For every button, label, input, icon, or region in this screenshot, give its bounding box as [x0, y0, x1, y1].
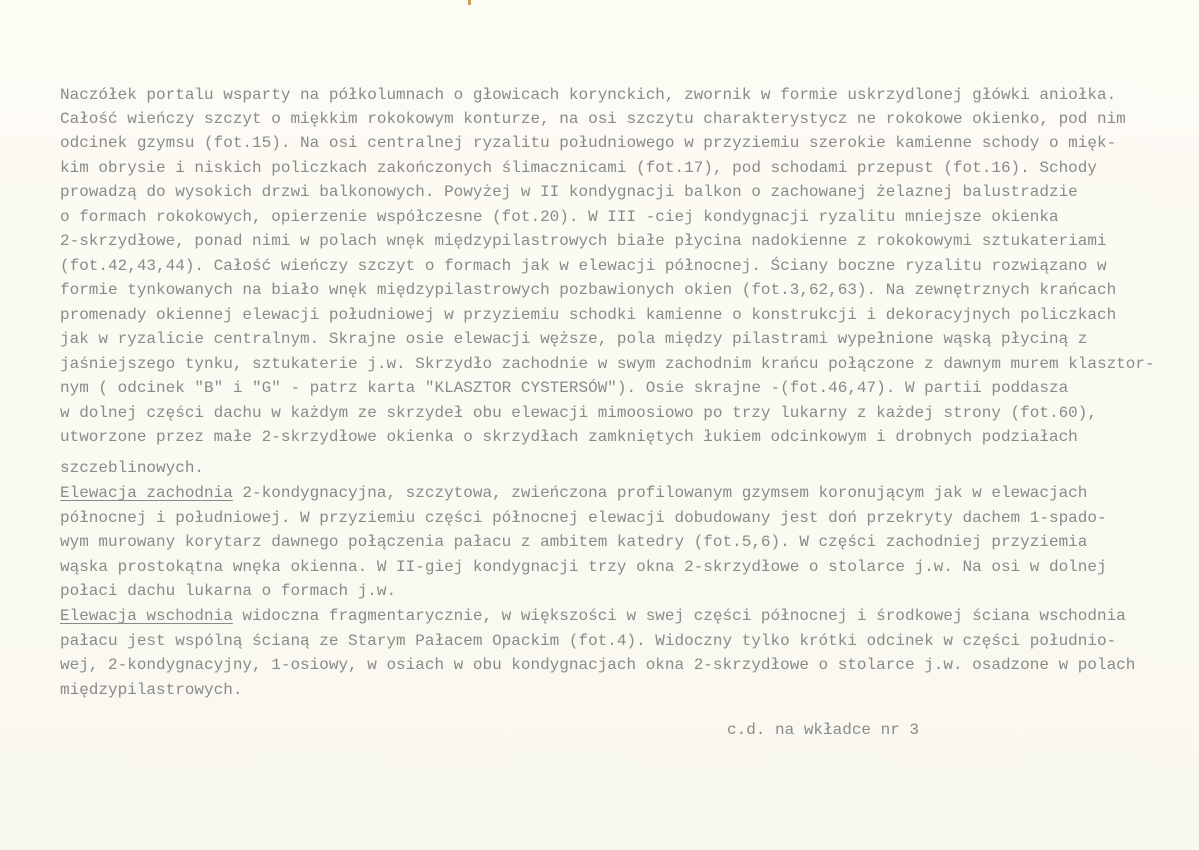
text-line: formie tynkowanych na biało wnęk międzypilastrowych pozbawionych okien (fot.3,62,63). Na zewnętrznych krańcach [60, 281, 1117, 299]
paper-mark [468, 0, 471, 5]
text-line: jaśniejszego tynku, sztukaterie j.w. Skrzydło zachodnie w swym zachodnim krańcu połączone z dawnym murem klasztor- [60, 355, 1155, 373]
text-line: wej, 2-kondygnacyjny, 1-osiowy, w osiach w obu kondygnacjach okna 2-skrzydłowe o stolarce j.w. osadzone w polach [60, 656, 1136, 674]
text-line: utworzone przez małe 2-skrzydłowe okienka o skrzydłach zamkniętych łukiem odcinkowym i drobnych podziałach [60, 428, 1078, 446]
text-line: (fot.42,43,44). Całość wieńczy szczyt o formach jak w elewacji północnej. Ściany boczne ryzalitu rozwiązano w [60, 257, 1107, 275]
west-elevation-text: 2-kondygnacyjna, szczytowa, zwieńczona profilowanym gzymsem koronującym jak w elewacjach [232, 484, 1088, 502]
text-line: w dolnej części dachu w każdym ze skrzydeł obu elewacji mimoosiowo po trzy lukarny z każdej strony (fot.60), [60, 404, 1097, 422]
text-line: północnej i południowej. W przyziemiu części północnej elewacji dobudowany jest doń przekryty dachem 1-spado- [60, 509, 1107, 527]
text-line: połaci dachu lukarna o formach j.w. [60, 582, 397, 600]
text-line: odcinek gzymsu (fot.15). Na osi centralnej ryzalitu południowego w przyziemiu szerokie kamienne schody o mięk- [60, 134, 1117, 152]
east-elevation-text: widoczna fragmentarycznie, w większości w swej części północnej i środkowej ściana wschodnia [232, 607, 1126, 625]
text-line: pałacu jest wspólną ścianą ze Starym Pałacem Opackim (fot.4). Widoczny tylko krótki odcinek w części południo- [60, 632, 1117, 650]
text-line: nym ( odcinek "B" i "G" - patrz karta "KLASZTOR CYSTERSÓW"). Osie skrajne -(fot.46,47). W partii poddasza [60, 379, 1069, 397]
text-line: kim obrysie i niskich policzkach zakończonych ślimacznicami (fot.17), pod schodami przepust (fot.16). Schody [60, 159, 1097, 177]
west-elevation-heading: Elewacja zachodnia [60, 484, 233, 502]
text-line: promenady okiennej elewacji południowej w przyziemiu schodki kamienne o konstrukcji i dekoracyjnych policzkach [60, 306, 1117, 324]
text-line: Naczółek portalu wsparty na półkolumnach o głowicach korynckich, zwornik w formie uskrzydlonej główki aniołka. [60, 86, 1117, 104]
east-elevation-heading: Elewacja wschodnia [60, 607, 233, 625]
continuation-note: c.d. na wkładce nr 3 [727, 721, 920, 739]
text-line: 2-skrzydłowe, ponad nimi w polach wnęk międzypilastrowych białe płycina nadokienne z rokokowymi sztukateriami [60, 232, 1107, 250]
west-elevation-first-line [60, 483, 1087, 503]
text-line: szczeblinowych. [60, 459, 205, 477]
text-line: prowadzą do wysokich drzwi balkonowych. Powyżej w II kondygnacji balkon o zachowanej żelaznej balustradzie [60, 183, 1078, 201]
text-line: wym murowany korytarz dawnego połączenia pałacu z ambitem katedry (fot.5,6). W części zachodniej przyziemia [60, 533, 1088, 551]
text-line: międzypilastrowych. [60, 681, 243, 699]
east-elevation-first-line [60, 606, 1126, 626]
text-line: o formach rokokowych, opierzenie współczesne (fot.20). W III -ciej kondygnacji ryzalitu mniejsze okienka [60, 208, 1059, 226]
text-line: wąska prostokątna wnęka okienna. W II-giej kondygnacji trzy okna 2-skrzydłowe o stolarce j.w. Na osi w dolnej [60, 558, 1107, 576]
text-line: jak w ryzalicie centralnym. Skrajne osie elewacji węższe, pola między pilastrami wypełnione wąską płyciną z [60, 330, 1088, 348]
text-line: Całość wieńczy szczyt o miękkim rokokowym konturze, na osi szczytu charakterystycz ne rokokowe okienko, pod nim [60, 110, 1126, 128]
